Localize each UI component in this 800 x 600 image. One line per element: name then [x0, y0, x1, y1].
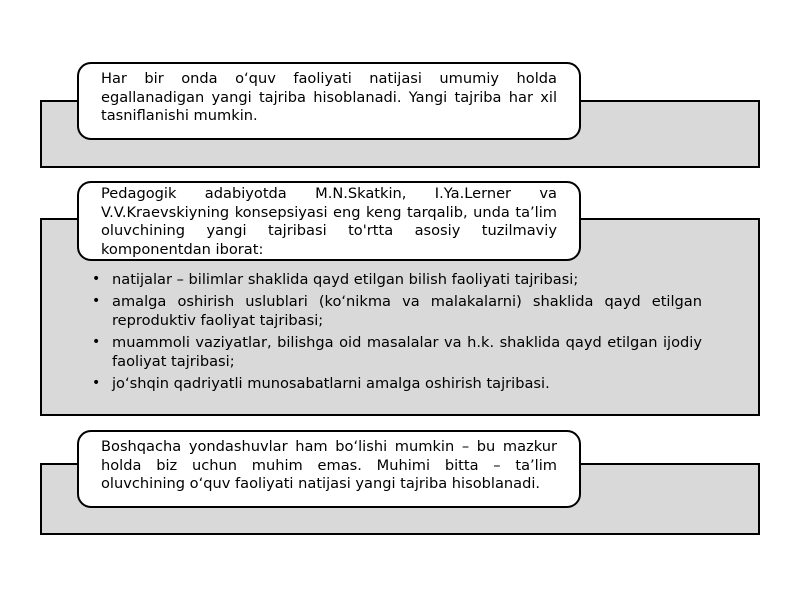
list-item [92, 270, 702, 289]
callout-box-2 [77, 181, 581, 261]
list-item-text: amalga oshirish uslublari (ko‘nikma va malakalarni) shaklida qayd etilgan reproduktiv faoliyat tajribasi; [112, 293, 702, 329]
list-item-text: natijalar – bilimlar shaklida qayd etilgan bilish faoliyati tajribasi; [112, 271, 579, 288]
list-item [92, 333, 702, 371]
callout-2-text: Pedagogik adabiyotda M.N.Skatkin, I.Ya.Lerner va V.V.Kraevskiyning konsepsiyasi eng keng tarqalib, unda ta’lim oluvchining yangi tajribasi to'rtta asosiy tuzilmaviy komponentdan iborat: [101, 185, 557, 258]
callout-1-text: Har bir onda o‘quv faoliyati natijasi umumiy holda egallanadigan yangi tajriba hisoblanadi. Yangi tajriba har xil tasniflanishi mumkin. [101, 70, 557, 125]
bullet-icon: • [92, 375, 101, 391]
component-list [92, 270, 702, 396]
bullet-icon: • [92, 271, 101, 287]
callout-box-3 [77, 430, 581, 508]
list-item-text: jo‘shqin qadriyatli munosabatlarni amalga oshirish tajribasi. [112, 375, 550, 392]
bullet-icon: • [92, 293, 101, 309]
list-item [92, 292, 702, 330]
list-item [92, 374, 702, 393]
list-item-text: muammoli vaziyatlar, bilishga oid masalalar va h.k. shaklida qayd etilgan ijodiy faoliyat tajribasi; [112, 334, 702, 370]
callout-box-1 [77, 62, 581, 140]
bullet-icon: • [92, 334, 101, 350]
callout-3-text: Boshqacha yondashuvlar ham bo‘lishi mumkin – bu mazkur holda biz uchun muhim emas. Muhimi bitta – ta’lim oluvchining o‘quv faoliyati natijasi yangi tajriba hisoblanadi. [101, 438, 557, 493]
